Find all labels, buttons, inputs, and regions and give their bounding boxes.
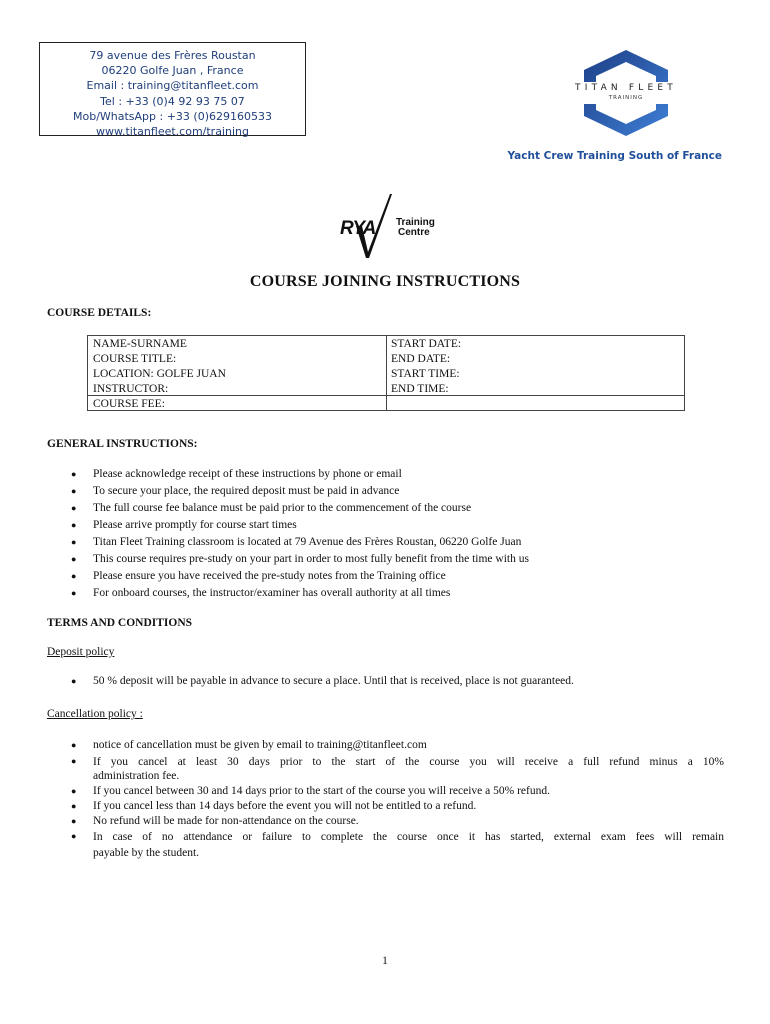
- field-start-time: START TIME:: [391, 368, 460, 380]
- address-city: 06220 Golfe Juan , France: [101, 64, 244, 78]
- titan-fleet-sub-text: TRAINING: [608, 95, 644, 101]
- field-course-fee: COURSE FEE:: [93, 398, 165, 410]
- address-street: 79 avenue des Frères Roustan: [89, 49, 256, 62]
- general-instructions-heading: GENERAL INSTRUCTIONS:: [47, 438, 198, 450]
- bullet-icon: ●: [71, 588, 77, 598]
- field-end-time: END TIME:: [391, 383, 449, 395]
- bullet-icon: ●: [71, 816, 77, 826]
- field-name-surname: NAME-SURNAME: [93, 338, 187, 350]
- course-details-right-column: [386, 336, 684, 410]
- bullet-icon: ●: [71, 756, 77, 766]
- tagline: Yacht Crew Training South of France: [507, 150, 722, 162]
- bullet-icon: ●: [71, 469, 77, 479]
- bullet-icon: ●: [71, 801, 77, 811]
- address-mobile: Mob/WhatsApp : +33 (0)629160533: [72, 109, 272, 123]
- bullet-icon: ●: [71, 486, 77, 496]
- terms-heading: TERMS AND CONDITIONS: [47, 617, 193, 629]
- table-divider: [88, 395, 684, 396]
- rya-centre-text: Centre: [398, 227, 430, 238]
- bullet-icon: ●: [71, 520, 77, 530]
- bullet-icon: ●: [71, 786, 77, 796]
- bullet-icon: ●: [71, 554, 77, 564]
- address-phone: Tel : +33 (0)4 92 93 75 07: [100, 94, 245, 108]
- bullet-icon: ●: [71, 537, 77, 547]
- deposit-policy-heading: Deposit policy: [47, 646, 115, 658]
- document-title: COURSE JOINING INSTRUCTIONS: [249, 273, 521, 290]
- bullet-icon: ●: [71, 571, 77, 581]
- field-course-title: COURSE TITLE:: [93, 353, 177, 365]
- field-end-date: END DATE:: [391, 353, 451, 365]
- field-instructor: INSTRUCTOR:: [93, 383, 169, 395]
- bullet-icon: ●: [71, 740, 77, 750]
- field-location: LOCATION: GOLFE JUAN: [93, 368, 226, 380]
- page-number: 1: [382, 955, 388, 967]
- rya-training-centre-logo: [338, 192, 434, 260]
- hexagon-logo-icon: [566, 48, 686, 138]
- bullet-icon: ●: [71, 503, 77, 513]
- contact-address-box: [39, 42, 306, 139]
- field-start-date: START DATE:: [391, 338, 462, 350]
- course-details-heading: COURSE DETAILS:: [47, 307, 152, 319]
- rya-training-text: Training: [396, 217, 435, 228]
- titan-fleet-brand-text: TITAN FLEET: [575, 83, 677, 93]
- bullet-icon: ●: [71, 676, 77, 686]
- address-email[interactable]: Email : training@titanfleet.com: [86, 79, 259, 93]
- course-details-left-column: [88, 336, 387, 410]
- course-details-table: [87, 335, 685, 411]
- titan-fleet-logo: [566, 48, 686, 138]
- address-website[interactable]: www.titanfleet.com/training: [96, 125, 249, 139]
- cancellation-policy-heading: Cancellation policy :: [47, 708, 143, 720]
- rya-letters: RYA: [340, 218, 376, 239]
- bullet-icon: ●: [71, 831, 77, 841]
